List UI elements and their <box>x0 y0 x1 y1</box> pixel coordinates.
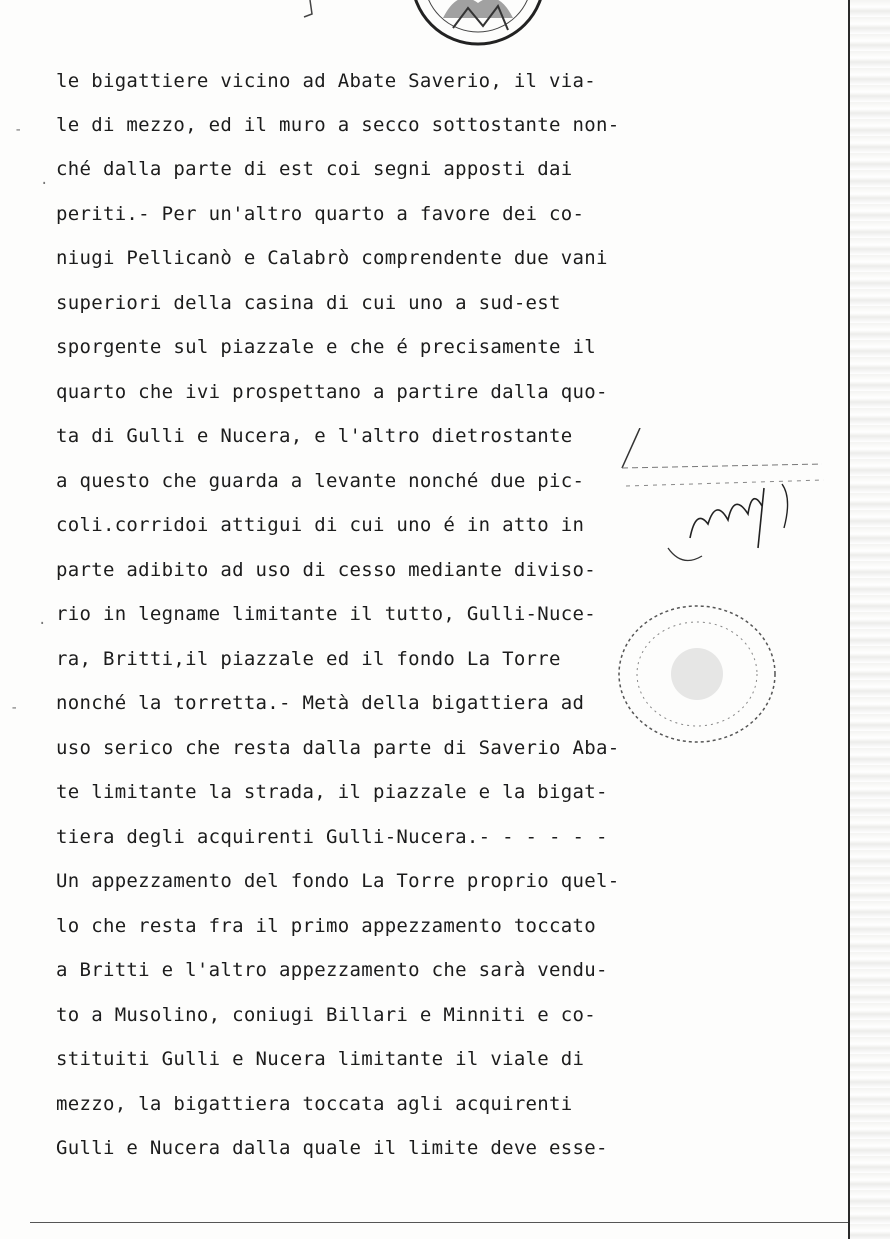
margin-mark: - <box>14 122 23 138</box>
margin-mark: . <box>38 612 47 628</box>
bottom-rule <box>30 1222 848 1223</box>
text-line: tiera degli acquirenti Gulli-Nucera.- - - - - - <box>56 826 608 848</box>
text-line: mezzo, la bigattiera toccata agli acquirenti <box>56 1093 573 1115</box>
text-line: superiori della casina di cui uno a sud-est <box>56 292 561 314</box>
scan-margin <box>850 0 890 1239</box>
text-line: quarto che ivi prospettano a partire dalla quo- <box>56 381 608 403</box>
stamp-icon <box>612 600 782 748</box>
text-line: ché dalla parte di est coi segni apposti dai <box>56 158 573 180</box>
text-line: ra, Britti,il piazzale ed il fondo La Torre <box>56 648 561 670</box>
text-line: rio in legname limitante il tutto, Gulli-Nuce- <box>56 603 596 625</box>
tick-mark-icon <box>300 0 320 20</box>
text-line: Un appezzamento del fondo La Torre proprio quel- <box>56 870 620 892</box>
text-line: to a Musolino, coniugi Billari e Minniti e co- <box>56 1004 596 1026</box>
text-line: le bigattiere vicino ad Abate Saverio, il via- <box>56 70 596 92</box>
text-line: Gulli e Nucera dalla quale il limite deve esse- <box>56 1137 608 1159</box>
signature-icon <box>612 428 842 578</box>
text-line: te limitante la strada, il piazzale e la bigat- <box>56 781 608 803</box>
text-line: periti.- Per un'altro quarto a favore dei co- <box>56 203 585 225</box>
text-line: sporgente sul piazzale e che é precisamente il <box>56 336 596 358</box>
text-line: parte adibito ad uso di cesso mediante diviso- <box>56 559 596 581</box>
text-line: ta di Gulli e Nucera, e l'altro dietrostante <box>56 425 573 447</box>
text-line: a Britti e l'altro appezzamento che sarà vendu- <box>56 959 608 981</box>
text-line: niugi Pellicanò e Calabrò comprendente due vani <box>56 247 608 269</box>
margin-mark: . <box>40 172 49 188</box>
text-line: stituiti Gulli e Nucera limitante il viale di <box>56 1048 585 1070</box>
text-line: coli.corridoi attigui di cui uno é in atto in <box>56 514 585 536</box>
text-line: uso serico che resta dalla parte di Saverio Aba- <box>56 737 620 759</box>
seal-icon <box>408 0 548 48</box>
text-line: le di mezzo, ed il muro a secco sottostante non- <box>56 114 620 136</box>
text-line: lo che resta fra il primo appezzamento toccato <box>56 915 596 937</box>
text-line: nonché la torretta.- Metà della bigattiera ad <box>56 692 585 714</box>
margin-mark: - <box>10 700 19 716</box>
text-line: a questo che guarda a levante nonché due pic- <box>56 470 585 492</box>
